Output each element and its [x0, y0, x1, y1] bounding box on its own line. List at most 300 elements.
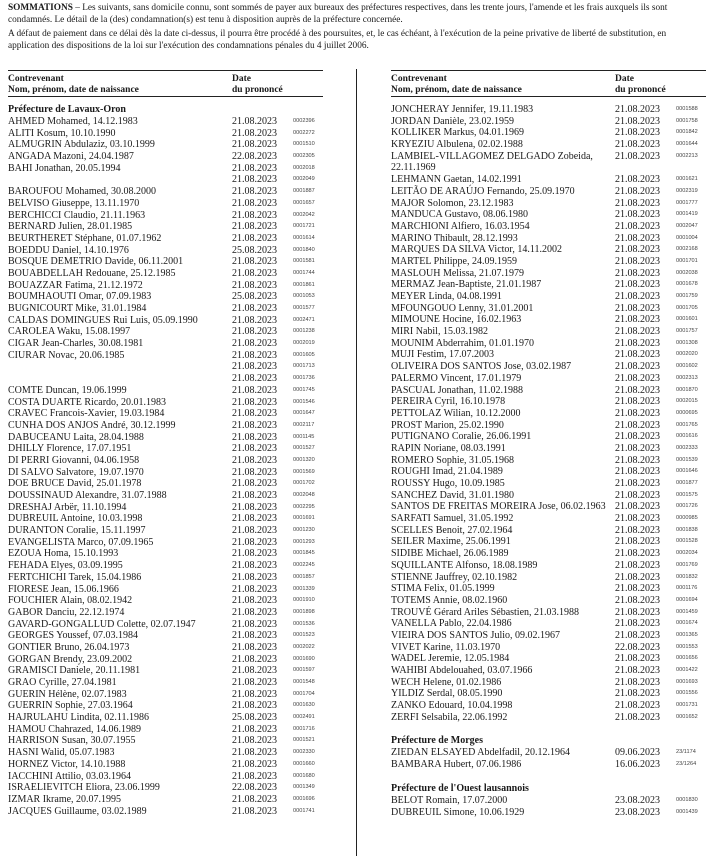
table-row: [8, 700, 323, 712]
reference-code: 0002471: [293, 316, 315, 323]
reference-code: 0001339: [293, 585, 315, 592]
ruling-date: 22.08.2023: [615, 641, 660, 653]
table-row: [8, 408, 323, 420]
ruling-date: 21.08.2023: [232, 256, 277, 268]
ruling-date: 21.08.2023: [232, 419, 277, 431]
offender-name: SCELLES Benoit, 27.02.1964: [391, 524, 513, 536]
table-row: [391, 326, 706, 338]
offender-name: HASNI Walid, 05.07.1983: [8, 747, 115, 759]
reference-code: 0001588: [676, 106, 698, 112]
table-row: [391, 795, 706, 807]
table-header: [8, 70, 323, 97]
table-row: [8, 513, 323, 525]
table-row: [8, 630, 323, 642]
table-row: [8, 280, 323, 292]
offender-name: CAROLEA Waku, 15.08.1997: [8, 326, 131, 338]
intro-text-1: – Les suivants, sans domicile connu, sont sommés de payer aux bureaux des préfectures respectives, dans les trente jours, l'amende et les frais auxquels ils sont condamnés. Le détail de la (des) condamnation(s) est tenu à disposition auprès de la préfecture concernée.: [8, 3, 668, 25]
ruling-date: 21.08.2023: [615, 618, 660, 630]
reference-code: 0002396: [293, 118, 315, 124]
reference-code: 0001553: [676, 643, 698, 650]
reference-code: 0001713: [293, 363, 315, 370]
reference-code: 0000985: [676, 515, 698, 522]
table-row: [391, 642, 706, 654]
ruling-date: 21.08.2023: [232, 536, 277, 548]
reference-code: 0001308: [676, 339, 698, 346]
ruling-date: 21.08.2023: [615, 337, 660, 349]
reference-code: 0001701: [676, 257, 698, 264]
ruling-date: 21.08.2023: [232, 618, 277, 630]
offender-name: ZIEDAN ELSAYED Abdelfadil, 20.12.1964: [391, 747, 571, 759]
offender-name: HARRISON Susan, 30.07.1955: [8, 735, 136, 747]
offender-name: SANCHEZ David, 31.01.1980: [391, 489, 515, 501]
reference-code: 0001548: [293, 679, 315, 685]
ruling-date: 23.08.2023: [615, 806, 660, 818]
offender-name: MARINO Thibault, 28.12.1993: [391, 232, 518, 244]
reference-code: 0001678: [676, 281, 698, 288]
table-row: [391, 759, 706, 771]
reference-code: 0001577: [293, 305, 315, 311]
table-row: [8, 572, 323, 584]
table-row: [8, 315, 323, 327]
offender-name: SEILER Maxime, 25.06.1991: [391, 536, 511, 548]
header-date: [615, 74, 666, 95]
reference-code: 0001238: [293, 328, 315, 335]
offender-name: JONCHERAY Jennifer, 19.11.1983: [391, 104, 534, 115]
header-label: du prononcé: [615, 84, 666, 95]
offender-name: MIRI Nabil, 15.03.1982: [391, 326, 488, 338]
reference-code: 0001145: [293, 433, 315, 440]
reference-code: 0001539: [676, 456, 698, 463]
offender-name: BAROUFOU Mohamed, 30.08.2000: [8, 186, 157, 198]
ruling-date: 21.08.2023: [615, 583, 660, 595]
offender-name: WECH Helene, 01.02.1986: [391, 676, 502, 688]
offender-name: BUGNICOURT Mike, 31.01.1984: [8, 303, 147, 314]
reference-code: 0001293: [293, 538, 315, 545]
table-row: [8, 116, 323, 128]
section-title: Préfecture de Lavaux-Oron: [8, 104, 126, 115]
offender-name: DOE BRUCE David, 25.01.1978: [8, 478, 142, 490]
reference-code: 0001521: [293, 737, 315, 744]
intro-paragraph-2: A défaut de paiement dans ce délai dès la date ci-dessus, il pourra être procédé à des poursuites, et, le cas échéant, à l'exécution de la peine privative de liberté de substitution, en application des dispositions de la loi sur l'exécution des condamnations pénales du 4 juillet 2006.: [8, 29, 667, 51]
ruling-date: 21.08.2023: [232, 186, 277, 198]
ruling-date: 21.08.2023: [615, 489, 660, 501]
table-row: [391, 595, 706, 607]
reference-code: 0002313: [676, 374, 698, 381]
table-row: [391, 478, 706, 490]
table-row: [8, 525, 323, 537]
ruling-date: 21.08.2023: [232, 384, 277, 396]
reference-code: 0002019: [293, 340, 315, 347]
reference-code: 0001459: [676, 608, 698, 615]
ruling-date: 21.08.2023: [232, 197, 277, 209]
ruling-date: 21.08.2023: [232, 525, 277, 537]
ruling-date: 21.08.2023: [232, 770, 277, 782]
ruling-date: 21.08.2023: [232, 758, 277, 770]
offender-name: GRAMISCI Daniele, 20.11.1981: [8, 665, 141, 677]
offender-name: CRAVEC Francois-Xavier, 19.03.1984: [8, 408, 165, 420]
ruling-date: 21.08.2023: [615, 524, 660, 536]
offender-name: MARQUES DA SILVA Victor, 14.11.2002: [391, 244, 562, 256]
reference-code: 0002022: [293, 643, 315, 650]
ruling-date: 21.08.2023: [232, 408, 277, 420]
offender-name: GUERIN Hélène, 02.07.1983: [8, 688, 127, 700]
table-row: [391, 256, 706, 268]
reference-code: 0001581: [293, 258, 315, 265]
reference-code: 0001759: [676, 293, 698, 300]
table-row: [8, 221, 323, 233]
offender-name: BAHI Jonathan, 20.05.1994: [8, 162, 121, 174]
reference-code: 0001556: [676, 690, 698, 697]
table-row: [391, 268, 706, 280]
offender-name: JACQUES Guillaume, 03.02.1989: [8, 805, 147, 817]
table-row: [391, 221, 706, 233]
offender-name: MASLOUH Melissa, 21.07.1979: [391, 267, 525, 279]
reference-code: 0002034: [676, 550, 698, 557]
offender-name: BAMBARA Hubert, 07.06.1986: [391, 759, 522, 771]
reference-code: 0001877: [676, 480, 698, 487]
table-row: [8, 303, 323, 315]
offender-name: ROUSSY Hugo, 10.09.1985: [391, 478, 505, 490]
table-row: [8, 186, 323, 198]
ruling-date: 21.08.2023: [232, 805, 277, 817]
right-rows: [391, 104, 706, 723]
reference-code: 0001510: [293, 141, 315, 148]
offender-name: FERTCHICHI Tarek, 15.04.1986: [8, 571, 142, 583]
table-row: [8, 548, 323, 560]
reference-code: 0001674: [676, 620, 698, 627]
table-row: [8, 490, 323, 502]
offender-name: YILDIZ Serdal, 08.05.1990: [391, 688, 503, 700]
ruling-date: 22.08.2023: [232, 782, 277, 794]
offender-name: GABOR Danciu, 22.12.1974: [8, 606, 125, 618]
reference-code: 0001745: [293, 386, 315, 393]
reference-code: 0001842: [676, 129, 698, 136]
reference-code: 0001765: [676, 421, 698, 428]
table-row: [391, 688, 706, 700]
table-row: [391, 443, 706, 455]
table-row: [8, 432, 323, 444]
ruling-date: 21.08.2023: [232, 688, 277, 700]
ruling-date: 21.08.2023: [232, 735, 277, 747]
table-row: [391, 198, 706, 210]
ruling-date: 21.08.2023: [615, 548, 660, 560]
offender-name: MOUNIM Abderrahim, 01.01.1970: [391, 337, 535, 349]
table-row: [391, 466, 706, 478]
reference-code: 0001731: [676, 702, 698, 709]
reference-code: 23/1174: [676, 749, 696, 756]
offender-name: VIVET Karine, 11.03.1970: [391, 641, 501, 653]
offender-name: ROMERO Sophie, 31.05.1968: [391, 454, 515, 466]
offender-name: ZANKO Edouard, 10.04.1998: [391, 700, 513, 712]
reference-code: 0001898: [293, 608, 315, 615]
ruling-date: 21.08.2023: [232, 116, 277, 127]
ruling-date: 21.08.2023: [615, 150, 660, 162]
ruling-date: 21.08.2023: [615, 349, 660, 361]
ruling-date: 21.08.2023: [232, 793, 277, 805]
table-row: [8, 619, 323, 631]
offender-name: FEHADA Elyes, 03.09.1995: [8, 560, 123, 572]
reference-code: 0001736: [293, 375, 315, 382]
spacer: [391, 771, 706, 783]
table-row: [391, 431, 706, 443]
table-row: [8, 198, 323, 210]
reference-code: 0001694: [676, 596, 698, 603]
reference-code: 0002168: [676, 246, 698, 253]
reference-code: 0001716: [293, 725, 315, 732]
header-label: Date: [615, 74, 634, 84]
section-title: Préfecture de Morges: [391, 735, 483, 747]
reference-code: 0002330: [293, 749, 315, 756]
table-row: [391, 186, 706, 198]
ruling-date: 21.08.2023: [615, 606, 660, 618]
ruling-date: 21.08.2023: [232, 653, 277, 665]
table-row: [8, 291, 323, 303]
offender-name: JORDAN Danièle, 23.02.1959: [391, 115, 515, 127]
ruling-date: 21.08.2023: [232, 490, 277, 501]
reference-code: 0001616: [676, 433, 698, 440]
table-row: [8, 724, 323, 736]
header-label: Nom, prénom, date de naissance: [8, 84, 139, 95]
reference-code: 0001832: [676, 573, 698, 580]
table-row: [391, 349, 706, 361]
offender-name: GRAO Cyrille, 27.04.1981: [8, 677, 117, 688]
ruling-date: 21.08.2023: [615, 232, 660, 244]
ruling-date: 21.08.2023: [615, 700, 660, 712]
ruling-date: 21.08.2023: [232, 595, 277, 607]
offender-name: DURANTON Coralie, 15.11.1997: [8, 525, 146, 537]
table-row: [8, 151, 323, 163]
table-row: [8, 665, 323, 677]
ruling-date: 21.08.2023: [615, 676, 660, 688]
offender-name: COMTE Duncan, 19.06.1999: [8, 384, 127, 396]
reference-code: 0001569: [293, 468, 315, 475]
ruling-date: 21.08.2023: [232, 431, 277, 443]
table-row: [8, 420, 323, 432]
table-row: [8, 747, 323, 759]
ruling-date: 21.08.2023: [232, 560, 277, 572]
offender-name: ROUGHI Imad, 21.04.1989: [391, 466, 503, 478]
offender-name: SIDIBE Michael, 26.06.1989: [391, 548, 509, 560]
reference-code: 0001704: [293, 690, 315, 697]
ruling-date: 21.08.2023: [615, 291, 660, 303]
offender-name: WADEL Jeremie, 12.05.1984: [391, 653, 510, 665]
table-row: [391, 385, 706, 397]
table-row: [391, 700, 706, 712]
ruling-date: 21.08.2023: [615, 431, 660, 443]
table-row: [391, 630, 706, 642]
ruling-date: 21.08.2023: [615, 185, 660, 197]
ruling-date: 21.08.2023: [232, 349, 277, 361]
ruling-date: 21.08.2023: [232, 723, 277, 735]
reference-code: 0002048: [293, 492, 315, 498]
offender-name: BOSQUE DEMETRIO Davide, 06.11.2001: [8, 256, 184, 268]
offender-name: DHILLY Florence, 17.07.1951: [8, 443, 132, 455]
table-row: [8, 163, 323, 175]
offender-name: FIORESE Jean, 15.06.1966: [8, 583, 119, 595]
reference-code: 0001644: [676, 141, 698, 148]
offender-name: SQUILLANTE Alfonso, 18.08.1989: [391, 559, 538, 571]
reference-code: 0001656: [676, 655, 698, 662]
offender-name: CIGAR Jean-Charles, 30.08.1981: [8, 338, 144, 350]
table-row: [8, 256, 323, 268]
ruling-date: 21.08.2023: [232, 314, 277, 326]
table-row: [391, 420, 706, 432]
table-header: [391, 70, 706, 97]
header-label: du prononcé: [232, 84, 283, 95]
table-row: [8, 245, 323, 257]
table-row: [391, 408, 706, 420]
offender-name: GAVARD-GONGALLUD Colette, 02.07.1947: [8, 618, 196, 630]
table-row: [391, 583, 706, 595]
ruling-date: 21.08.2023: [232, 443, 277, 455]
reference-code: 0001630: [293, 702, 315, 709]
ruling-date: 21.08.2023: [615, 571, 660, 583]
section-title: Préfecture de l'Ouest lausannois: [391, 782, 529, 794]
reference-code: 0002319: [676, 187, 698, 194]
table-row: [8, 560, 323, 572]
table-row: [8, 210, 323, 222]
table-row: [391, 127, 706, 139]
ruling-date: 21.08.2023: [232, 373, 277, 385]
offender-name: SANTOS DE FREITAS MOREIRA Jose, 06.02.1963: [391, 501, 606, 513]
ruling-date: 21.08.2023: [615, 466, 660, 478]
ruling-date: 21.08.2023: [232, 338, 277, 350]
ruling-date: 21.08.2023: [232, 127, 277, 139]
ruling-date: 21.08.2023: [232, 466, 277, 478]
offender-name: BEURTHERET Stéphane, 01.07.1962: [8, 232, 162, 244]
ruling-date: 22.08.2023: [232, 151, 277, 163]
reference-code: 0001320: [293, 456, 315, 463]
offender-name: PEREIRA Cyril, 16.10.1978: [391, 396, 506, 408]
ruling-date: 21.08.2023: [615, 711, 660, 723]
ruling-date: 21.08.2023: [232, 571, 277, 583]
ruling-date: 16.06.2023: [615, 759, 660, 771]
table-row: [391, 174, 706, 186]
reference-code: 0001657: [293, 199, 315, 206]
table-row: [8, 689, 323, 701]
ruling-date: 21.08.2023: [232, 209, 277, 221]
table-row: [8, 595, 323, 607]
offender-name: PALERMO Vincent, 17.01.1979: [391, 372, 522, 384]
offender-name: BELVISO Giuseppe, 13.11.1970: [8, 197, 140, 209]
offender-name: BELOT Romain, 17.07.2000: [391, 794, 508, 806]
offender-name: DOUSSINAUD Alexandre, 31.07.1988: [8, 490, 167, 501]
table-row: [8, 455, 323, 467]
reference-code: 0001726: [676, 503, 698, 510]
table-row: [8, 537, 323, 549]
table-row: [8, 373, 323, 385]
offender-name: ALMUGRIN Abdulaziz, 03.10.1999: [8, 139, 155, 151]
table-row: [391, 653, 706, 665]
intro-block: [8, 3, 708, 55]
reference-code: 0001830: [676, 796, 698, 803]
reference-code: 0001646: [676, 468, 698, 475]
right-column: [391, 70, 706, 818]
ruling-date: 21.08.2023: [615, 688, 660, 700]
ruling-date: 21.08.2023: [615, 302, 660, 314]
ruling-date: 21.08.2023: [615, 513, 660, 525]
table-row: [8, 174, 323, 186]
left-column: [8, 70, 323, 817]
ruling-date: 21.08.2023: [232, 139, 277, 151]
reference-code: 0001527: [293, 445, 315, 452]
offender-name: KRYEZIU Albulena, 02.02.1988: [391, 139, 523, 151]
ruling-date: 21.08.2023: [615, 209, 660, 221]
table-row: [8, 350, 323, 362]
reference-code: 0001419: [676, 211, 698, 218]
reference-code: 0002117: [293, 421, 315, 428]
offender-name: COSTA DUARTE Ricardo, 20.01.1983: [8, 396, 167, 408]
offender-name: ANGADA Mazoni, 24.04.1987: [8, 151, 134, 163]
table-row: [391, 116, 706, 128]
offender-name: VANELLA Pablo, 22.04.1986: [391, 618, 512, 630]
ruling-date: 21.08.2023: [615, 454, 660, 466]
offender-name: PASCUAL Jonathan, 11.02.1988: [391, 384, 523, 396]
offender-name: EVANGELISTA Marco, 07.09.1965: [8, 536, 154, 548]
table-row: [8, 607, 323, 619]
reference-code: 0001230: [293, 527, 315, 534]
table-row: [391, 455, 706, 467]
offender-name: OLIVEIRA DOS SANTOS Jose, 03.02.1987: [391, 361, 572, 373]
reference-code: 0001575: [676, 491, 698, 498]
offender-name: AHMED Mohamed, 14.12.1983: [8, 116, 138, 127]
reference-code: 0002272: [293, 129, 315, 136]
table-row: [391, 501, 706, 513]
offender-name: MERMAZ Jean-Baptiste, 21.01.1987: [391, 279, 542, 291]
offender-name: PETTOLAZ Wilian, 10.12.2000: [391, 407, 521, 419]
table-row: [8, 642, 323, 654]
ruling-date: 21.08.2023: [615, 255, 660, 267]
offender-name: GONTIER Bruno, 26.04.1973: [8, 641, 130, 653]
ruling-date: 21.08.2023: [232, 583, 277, 595]
intro-paragraph-1: [8, 3, 708, 26]
ruling-date: 21.08.2023: [232, 630, 277, 642]
offender-name: BERCHICCI Claudio, 21.11.1963: [8, 209, 146, 221]
ruling-date: 23.08.2023: [615, 794, 660, 806]
table-row: [391, 291, 706, 303]
offender-name: LEHMANN Gaetan, 14.02.1991: [391, 174, 522, 186]
header-date: [232, 74, 283, 95]
reference-code: 0001702: [293, 480, 315, 487]
ruling-date: 21.08.2023: [232, 221, 277, 233]
ruling-date: 21.08.2023: [615, 361, 660, 373]
column-divider: [356, 69, 357, 856]
ruling-date: 21.08.2023: [232, 747, 277, 759]
reference-code: 0001887: [293, 188, 315, 195]
ruling-date: 21.08.2023: [615, 220, 660, 232]
offender-name: CALDAS DOMINGUES Rui Luis, 05.09.1990: [8, 314, 198, 326]
header-label: Nom, prénom, date de naissance: [391, 84, 522, 95]
table-row: [391, 361, 706, 373]
table-row: [391, 618, 706, 630]
ruling-date: 21.08.2023: [615, 314, 660, 326]
ruling-date: 21.08.2023: [232, 641, 277, 653]
ruling-date: 21.08.2023: [615, 104, 660, 115]
ruling-date: 21.08.2023: [615, 478, 660, 490]
offender-name: DABUCEANU Laita, 28.04.1988: [8, 431, 144, 443]
reference-code: 0001536: [293, 620, 315, 627]
reference-code: 0000695: [676, 409, 698, 416]
reference-code: 0001769: [676, 561, 698, 568]
ouest-rows: [391, 795, 706, 818]
offender-name: MAJOR Solomon, 23.12.1983: [391, 197, 514, 209]
reference-code: 0001605: [293, 351, 315, 358]
offender-name: LEITÃO DE ARAÚJO Fernando, 25.09.1970: [391, 185, 575, 197]
reference-code: 0001647: [293, 410, 315, 417]
offender-name: MIMOUNE Hocine, 16.02.1963: [391, 314, 522, 326]
ruling-date: 21.08.2023: [232, 326, 277, 338]
ruling-date: 21.08.2023: [232, 232, 277, 244]
